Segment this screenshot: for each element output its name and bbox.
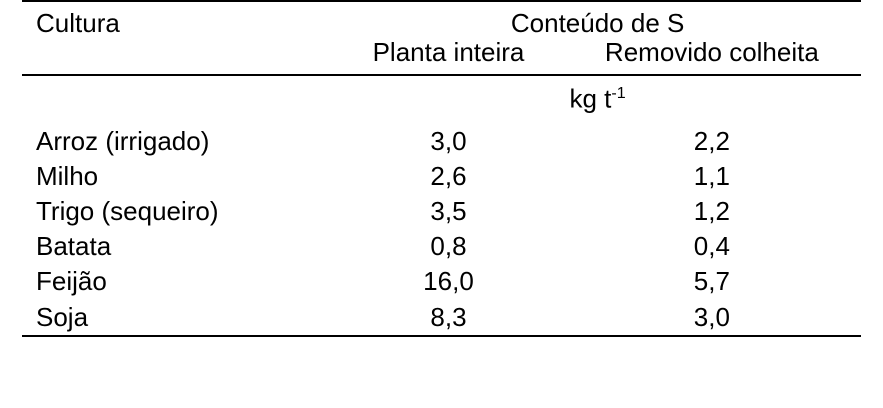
row-removed-harvest: 1,1 (693, 161, 730, 192)
row-whole-plant: 3,0 (430, 125, 467, 156)
row-whole-plant: 3,5 (430, 196, 467, 227)
table-row (22, 159, 861, 194)
header-culture: Cultura (22, 1, 334, 38)
row-removed-harvest: 5,7 (693, 266, 730, 297)
row-removed-harvest: 1,2 (693, 196, 730, 227)
table-header-row-2 (22, 38, 861, 75)
table-row (22, 194, 861, 229)
row-removed-harvest: 0,4 (693, 231, 730, 262)
row-whole-plant: 8,3 (430, 301, 467, 332)
row-culture: Feijão (36, 266, 107, 297)
header-whole-plant: Planta inteira (372, 37, 525, 68)
bottom-rule-cell-2 (334, 336, 563, 339)
sulfur-content-table (22, 0, 861, 339)
row-removed-harvest: 2,2 (693, 125, 730, 156)
table-header-row-1 (22, 1, 861, 38)
row-whole-plant: 2,6 (430, 161, 467, 192)
unit-row (22, 75, 861, 118)
header-culture-empty (22, 38, 334, 75)
table-row (22, 229, 861, 264)
table-row (22, 264, 861, 299)
unit-spacer (22, 75, 334, 118)
unit-exponent: -1 (611, 84, 626, 103)
row-culture: Soja (36, 301, 89, 332)
row-culture: Trigo (sequeiro) (36, 196, 219, 227)
unit-base: kg t (569, 83, 612, 114)
header-group-sulfur-content: Conteúdo de S (334, 1, 861, 38)
table-row (22, 118, 861, 159)
unit-label (334, 75, 861, 118)
table-bottom-rule (22, 336, 861, 339)
bottom-rule-cell-3 (563, 336, 861, 339)
row-culture: Milho (36, 161, 99, 192)
row-whole-plant: 0,8 (430, 231, 467, 262)
row-removed-harvest: 3,0 (693, 301, 730, 332)
row-culture: Arroz (irrigado) (36, 125, 210, 156)
header-removed-harvest: Removido colheita (604, 37, 819, 68)
bottom-rule-cell-1 (22, 336, 334, 339)
table-row (22, 300, 861, 336)
row-culture: Batata (36, 231, 112, 262)
row-whole-plant: 16,0 (423, 266, 474, 297)
